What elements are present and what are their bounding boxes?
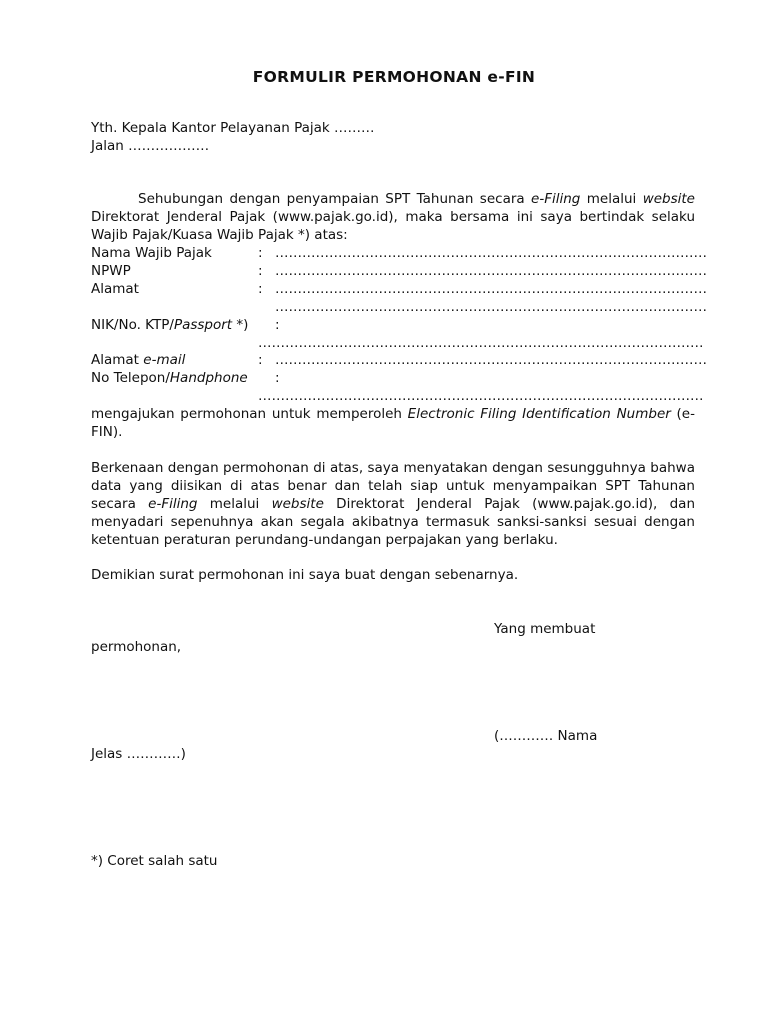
field-label: Alamat bbox=[91, 281, 139, 297]
fill-in-blank-nik: ……………………………………………………………………………………… bbox=[258, 335, 704, 351]
website-term: website bbox=[642, 191, 695, 207]
statement-paragraph: Berkenaan dengan permohonan di atas, saya menyatakan dengan sesungguhnya bahwa data yang diisikan di atas benar dan telah siap untuk menyampaikan SPT Tahunan secara e-Filing melalui website Direktorat Jenderal Pajak (www.pajak.go.id), dan menyadari sepenuhnya akan segala akibatnya termasuk sanksi-sanksi sesuai dengan ketentuan peraturan perundang-undangan perpajakan yang berlaku. bbox=[91, 460, 695, 548]
signature-maker-label-cont: permohonan, bbox=[91, 639, 182, 655]
closing-sentence: Demikian surat permohonan ini saya buat dengan sebenarnya. bbox=[91, 567, 519, 583]
fill-in-blank: …………………………………………………………………………………… bbox=[275, 281, 707, 297]
request-paragraph: mengajukan permohonan untuk memperoleh Electronic Filing Identification Number (e-FIN). bbox=[91, 406, 695, 440]
fill-in-blank: …………………………………………………………………………………… bbox=[275, 245, 707, 261]
field-label: Nama Wajib Pajak bbox=[91, 245, 212, 261]
efin-full-term: Electronic Filing Identification Number bbox=[407, 406, 671, 422]
fill-in-blank-alamat-2: …………………………………………………………………………………… bbox=[275, 299, 707, 315]
field-label: NIK/No. KTP/Passport *) bbox=[91, 317, 249, 333]
address-street-line: Jalan ……………… bbox=[91, 138, 210, 154]
field-label: Alamat e-mail bbox=[91, 352, 186, 368]
intro-paragraph: Sehubungan dengan penyampaian SPT Tahunan secara e-Filing melalui website Direktorat Jenderal Pajak (www.pajak.go.id), maka bersama ini saya bertindak selaku Wajib Pajak/Kuasa Wajib Pajak *) atas: bbox=[91, 191, 695, 243]
efiling-term: e-Filing bbox=[531, 191, 581, 207]
footnote: *) Coret salah satu bbox=[91, 853, 218, 869]
field-label: NPWP bbox=[91, 263, 131, 279]
signature-maker-label: Yang membuat bbox=[494, 621, 596, 637]
signature-name-line: (………… Nama bbox=[494, 728, 598, 744]
fill-in-blank: …………………………………………………………………………………… bbox=[275, 263, 707, 279]
field-label: No Telepon/Handphone bbox=[91, 370, 248, 386]
document-title: FORMULIR PERMOHONAN e-FIN bbox=[252, 68, 536, 86]
fill-in-blank: …………………………………………………………………………………… bbox=[275, 352, 707, 368]
addressee-line: Yth. Kepala Kantor Pelayanan Pajak ……… bbox=[91, 120, 375, 136]
form-page: FORMULIR PERMOHONAN e-FIN Yth. Kepala Kantor Pelayanan Pajak ……… Jalan ……………… Sehubungan dengan penyampaian SPT Tahunan secara e-Filing melalui website Direktorat Jenderal Pajak (www.pajak.go.id), maka bersama ini saya bertindak selaku Wajib Pajak/Kuasa Wajib Pajak *) atas: Nama Wajib Pajak : …………………………………………………………………………………… NPWP : …………………………………………………………………………………… Alamat : …………………………………………………………………………………… …………………………………………………………………………………… NIK/No. KTP/Passport *) : ……………………………………………………………………………………… Alamat e-mail : …………………………………………………………………………………… No Telepon/Handphone : ……………………………………………………………………………………… mengajukan permohonan untuk memperoleh Electronic Filing Identification Number (e-FIN). Berkenaan dengan permohonan di atas, saya menyatakan dengan sesungguhnya bahwa data yang diisikan di atas benar dan telah siap untuk menyampaikan SPT Tahunan secara e-Filing melalui website Direktorat Jenderal Pajak (www.pajak.go.id), dan menyadari sepenuhnya akan segala akibatnya termasuk sanksi-sanksi sesuai dengan ketentuan peraturan perundang-undangan perpajakan yang berlaku. Demikian surat permohonan ini saya buat dengan sebenarnya. Yang membuat permohonan, (………… Nama Jelas …………) *) Coret salah satu bbox=[0, 0, 768, 1024]
fill-in-blank-telepon: ……………………………………………………………………………………… bbox=[258, 388, 704, 404]
signature-name-line-cont: Jelas …………) bbox=[91, 746, 186, 762]
